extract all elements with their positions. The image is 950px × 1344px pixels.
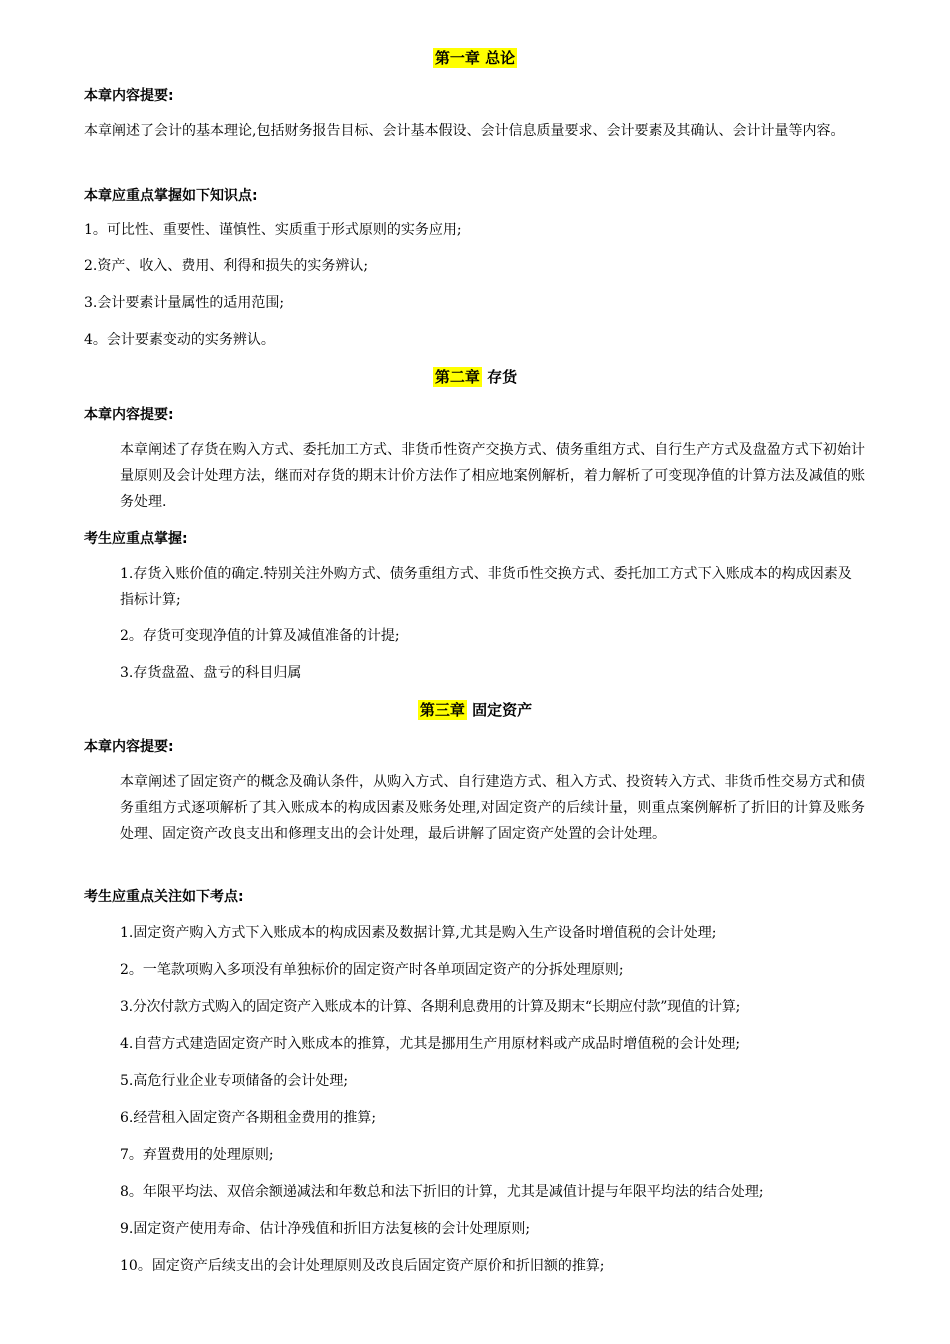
chapter2-summary: 本章阐述了存货在购入方式、委托加工方式、非货币性资产交换方式、债务重组方式、自行生产方式及盘盈方式下初始计量原则及会计处理方法，继而对存货的期末计价方法作了相应地案例解析，着力解析了可变现净值的计算方法及减值的账务处理.	[120, 442, 865, 510]
chapter3-point-5: 5.高危行业企业专项储备的会计处理;	[120, 1073, 349, 1089]
chapter1-title	[0, 48, 950, 68]
chapter3-points-heading: 考生应重点关注如下考点:	[84, 889, 244, 905]
chapter2-points-heading: 考生应重点掌握:	[84, 531, 188, 547]
chapter3-point-10: 10。固定资产后续支出的会计处理原则及改良后固定资产原价和折旧额的推算;	[120, 1258, 605, 1274]
chapter1-summary: 本章阐述了会计的基本理论,包括财务报告目标、会计基本假设、会计信息质量要求、会计要素及其确认、会计计量等内容。	[84, 123, 845, 139]
chapter1-points-heading: 本章应重点掌握如下知识点:	[84, 188, 258, 204]
chapter1-point-2: 2.资产、收入、费用、利得和损失的实务辨认;	[84, 258, 369, 274]
chapter2-title-rest: 存货	[487, 368, 518, 386]
chapter3-point-6: 6.经营租入固定资产各期租金费用的推算;	[120, 1110, 377, 1126]
chapter1-summary-heading: 本章内容提要:	[84, 88, 174, 104]
chapter3-point-3: 3.分次付款方式购入的固定资产入账成本的计算、各期利息费用的计算及期末“长期应付款”现值的计算;	[120, 999, 740, 1015]
chapter3-title-highlight: 第三章	[419, 701, 465, 719]
chapter3-summary: 本章阐述了固定资产的概念及确认条件，从购入方式、自行建造方式、租入方式、投资转入方式、非货币性交易方式和债务重组方式逐项解析了其入账成本的构成因素及账务处理,对固定资产的后续计量，则重点案例解析了折旧的计算及账务处理、固定资产改良支出和修理支出的会计处理，最后讲解了固定资产处置的会计处理。	[120, 774, 865, 842]
chapter3-point-4: 4.自营方式建造固定资产时入账成本的推算，尤其是挪用生产用原材料或产成品时增值税的会计处理;	[120, 1036, 741, 1052]
chapter3-title-rest: 固定资产	[472, 701, 533, 719]
chapter2-title-highlight: 第二章	[434, 368, 480, 386]
chapter3-point-8: 8。年限平均法、双倍余额递减法和年数总和法下折旧的计算，尤其是减值计提与年限平均法的结合处理;	[120, 1184, 764, 1200]
chapter3-point-7: 7。弃置费用的处理原则;	[120, 1147, 274, 1163]
chapter3-point-9: 9.固定资产使用寿命、估计净残值和折旧方法复核的会计处理原则;	[120, 1221, 531, 1237]
chapter1-point-3: 3.会计要素计量属性的适用范围;	[84, 295, 285, 311]
chapter1-point-4: 4。会计要素变动的实务辨认。	[84, 332, 275, 348]
chapter2-point-2: 2。存货可变现净值的计算及减值准备的计提;	[120, 628, 400, 644]
chapter1-title-text: 第一章 总论	[434, 49, 516, 67]
chapter3-title	[0, 700, 950, 720]
chapter3-point-1: 1.固定资产购入方式下入账成本的构成因素及数据计算,尤其是购入生产设备时增值税的会计处理;	[120, 925, 717, 941]
chapter3-summary-heading: 本章内容提要:	[84, 739, 174, 755]
chapter1-point-1: 1。可比性、重要性、谨慎性、实质重于形式原则的实务应用;	[84, 222, 462, 238]
chapter2-point-3: 3.存货盘盈、盘亏的科目归属	[120, 665, 302, 681]
chapter3-point-2: 2。一笔款项购入多项没有单独标价的固定资产时各单项固定资产的分拆处理原则;	[120, 962, 624, 978]
chapter2-point-1: 1.存货入账价值的确定.特别关注外购方式、债务重组方式、非货币性交换方式、委托加工方式下入账成本的构成因素及指标计算;	[120, 566, 852, 608]
chapter2-summary-heading: 本章内容提要:	[84, 407, 174, 423]
chapter2-title	[0, 367, 950, 387]
